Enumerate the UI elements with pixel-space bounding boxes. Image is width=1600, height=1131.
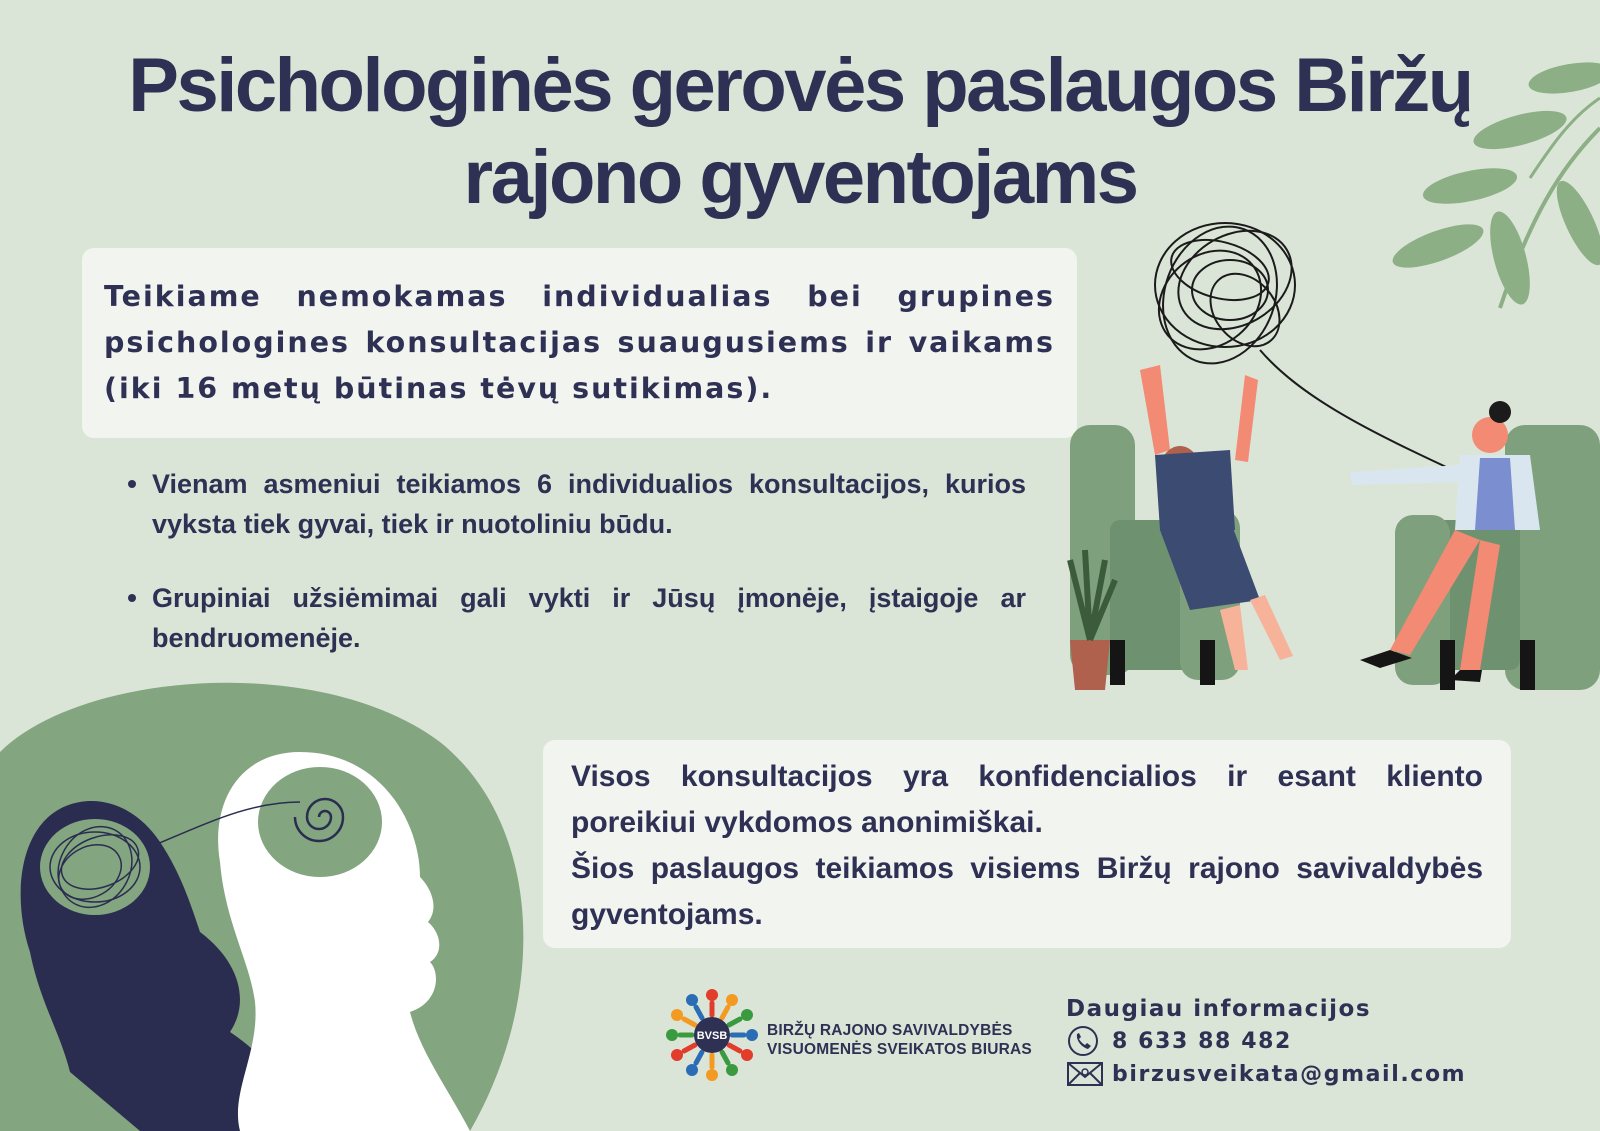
title-line-2: rajono gyventojams [463, 135, 1137, 220]
bullet-text: Grupiniai užsiėmimai gali vykti ir Jūsų įmonėje, įstaigoje ar bendruomenėje. [152, 583, 1026, 653]
bullet-dot [128, 480, 136, 488]
therapy-session-illustration [1060, 200, 1600, 710]
logo-line-2: VISUOMENĖS SVEIKATOS BIURAS [767, 1041, 1032, 1058]
notice-text-1: Visos konsultacijos yra konfidencialios ir esant kliento poreikiui vykdomos anonimiškai. [571, 760, 1483, 839]
bullet-dot [128, 594, 136, 602]
organization-logo [662, 985, 1032, 1095]
email-address[interactable]: birzusveikata@gmail.com [1112, 1061, 1467, 1087]
title-line-1: Psichologinės gerovės paslaugos Biržų [128, 43, 1472, 128]
email-row[interactable] [1066, 1058, 1486, 1090]
bullet-item [124, 578, 1026, 658]
notice-text-2: Šios paslaugos teikiamos visiems Biržų rajono savivaldybės gyventojams. [571, 852, 1483, 931]
logo-text [767, 1021, 1032, 1059]
bullet-text: Vienam asmeniui teikiamos 6 individualios konsultacijos, kurios vyksta tiek gyvai, tiek ir nuotoliniu būdu. [152, 469, 1026, 539]
intro-panel [82, 248, 1077, 438]
bullet-item [124, 464, 1026, 544]
logo-line-1: BIRŽŲ RAJONO SAVIVALDYBĖS [767, 1022, 1013, 1039]
intro-text: Teikiame nemokamas individualias bei grupines psichologines konsultacijas suaugusiems ir vaikams (iki 16 metų būtinas tėvų sutikimas). [104, 280, 1055, 405]
contact-title: Daugiau informacijos [1066, 996, 1372, 1022]
envelope-icon [1066, 1058, 1104, 1090]
phone-row[interactable] [1066, 1025, 1486, 1057]
phone-number[interactable]: 8 633 88 482 [1112, 1028, 1292, 1054]
notice-panel [543, 740, 1511, 948]
phone-icon [1066, 1025, 1104, 1057]
logo-emblem-text: BVSB [696, 1030, 728, 1042]
bullet-list [124, 464, 1026, 692]
page-title [0, 40, 1600, 224]
logo-emblem-icon [662, 985, 762, 1085]
head-illustration [0, 672, 530, 1131]
contact-info [1066, 994, 1486, 1090]
